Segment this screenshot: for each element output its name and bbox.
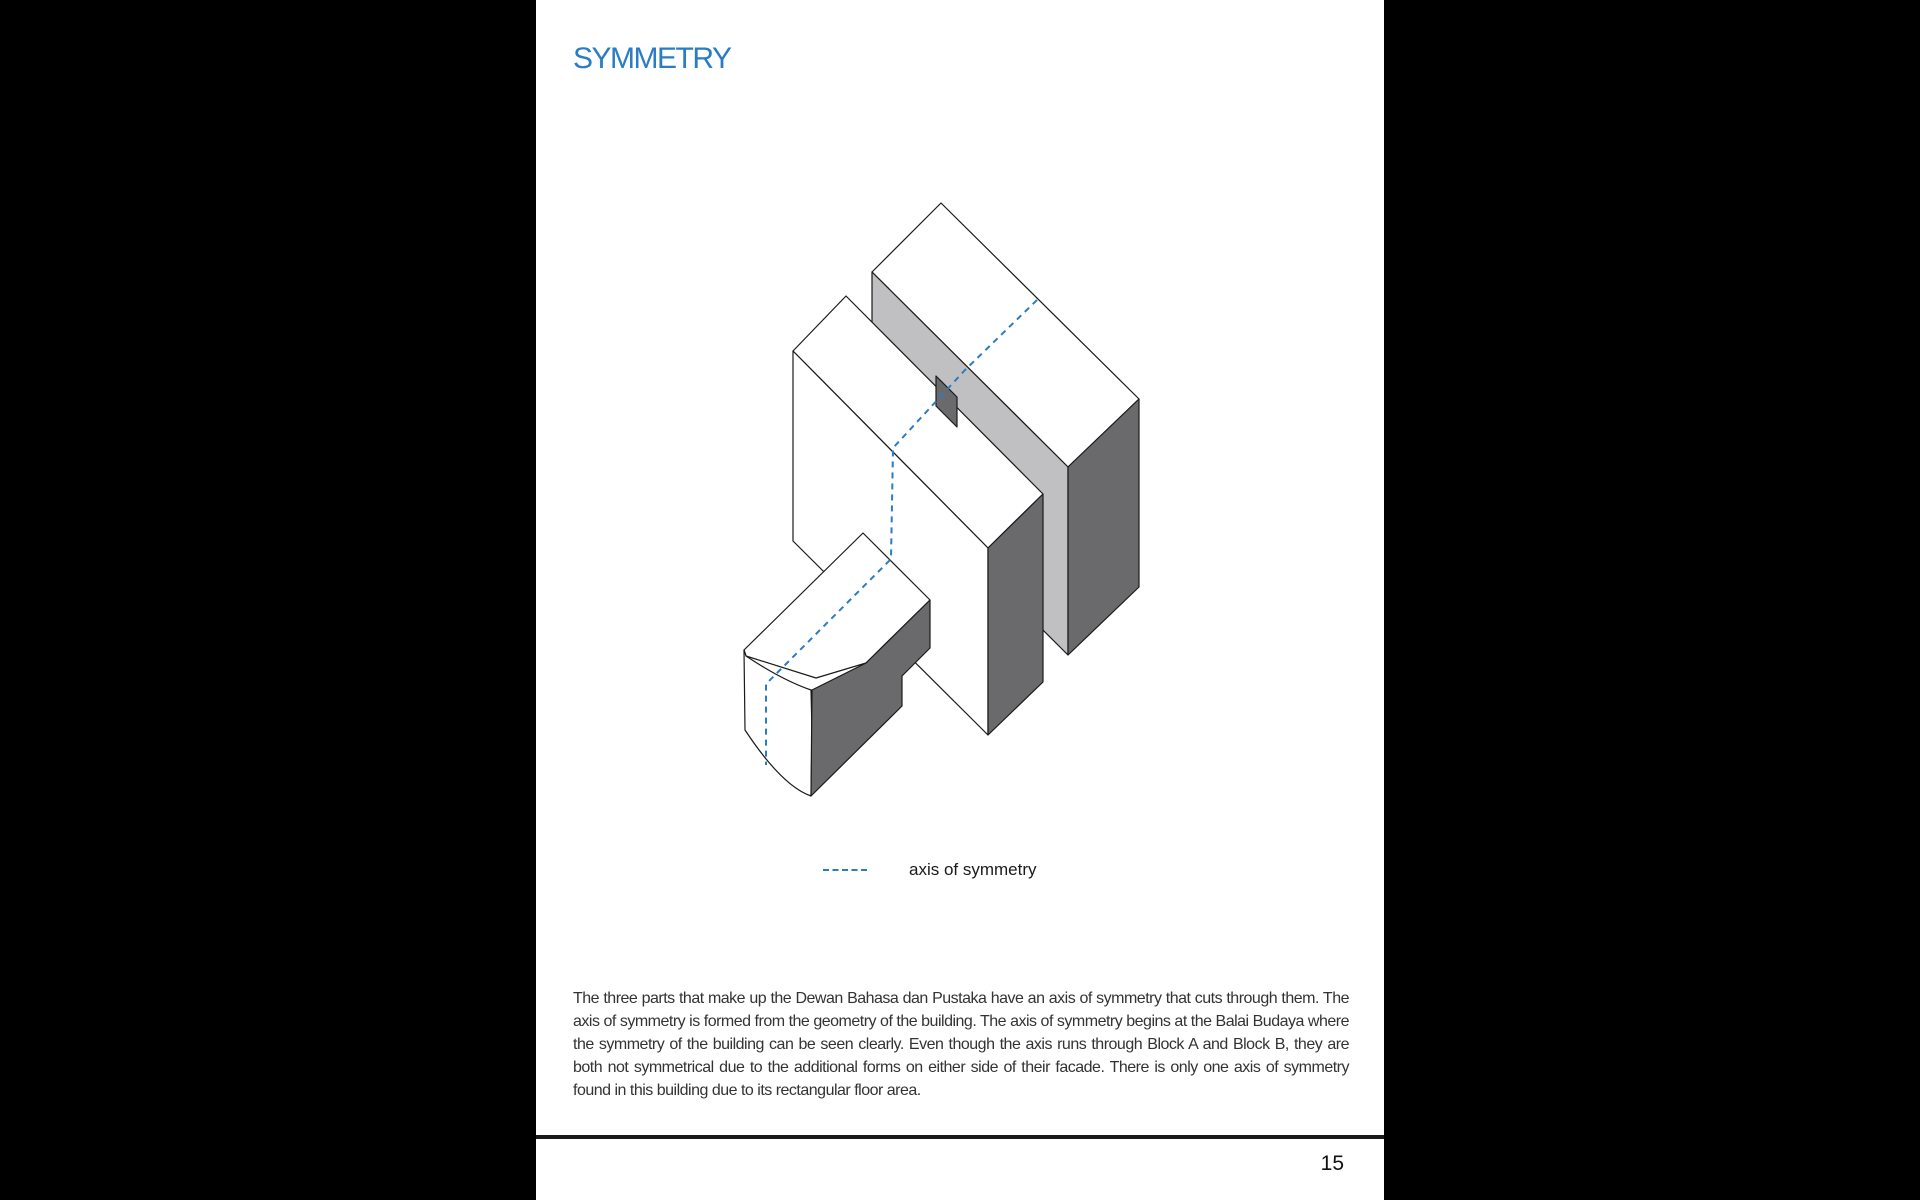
document-page [536, 0, 1384, 1200]
legend-dashed-line-swatch [823, 869, 867, 871]
page-number: 15 [1320, 1152, 1344, 1175]
body-paragraph: The three parts that make up the Dewan Bahasa dan Pustaka have an axis of symmetry that cuts through them. The axis of symmetry is formed from the geometry of the building. The axis of symmetry begins at the Balai Budaya where the symmetry of the building can be seen clearly. Even though the axis runs through Block A and Block B, they are both not symmetrical due to the additional forms on either side of their facade. There is only one axis of symmetry found in this building due to its rectangular floor area. [573, 990, 1349, 1099]
footer-rule [536, 1135, 1384, 1139]
legend-label: axis of symmetry [909, 860, 1037, 879]
building-axonometric-diagram [536, 0, 1384, 820]
page-title: SYMMETRY [573, 42, 731, 75]
legend [823, 858, 1037, 882]
balai-budaya-block [744, 533, 930, 796]
